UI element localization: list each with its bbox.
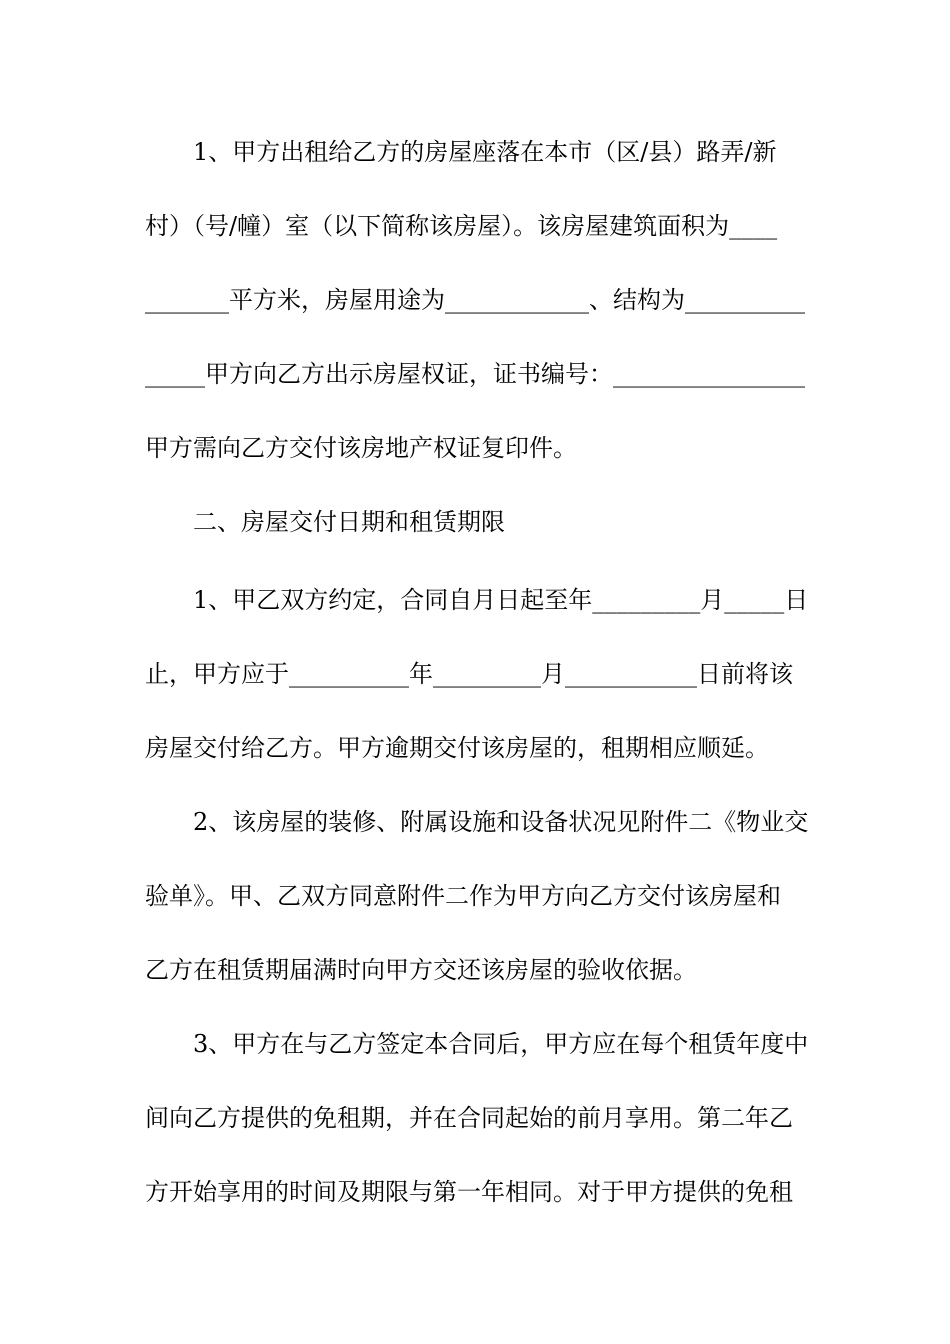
text-line: 验单》。甲、乙双方同意附件二作为甲方向乙方交付该房屋和	[145, 882, 781, 910]
text-line: 方开始享用的时间及期限与第一年相同。对于甲方提供的免租	[145, 1178, 793, 1206]
text-line: 1、甲方出租给乙方的房屋座落在本市（区/县）路弄/新	[193, 138, 777, 166]
text-line: 止，甲方应于__________年_________月___________日前将该	[145, 660, 793, 688]
section-heading: 二、房屋交付日期和租赁期限	[193, 508, 505, 536]
text-line: 2、该房屋的装修、附属设施和设备状况见附件二《物业交	[193, 808, 809, 836]
text-line: 1、甲乙双方约定，合同自月日起至年_________月_____日	[193, 586, 809, 614]
text-line: 间向乙方提供的免租期，并在合同起始的前月享用。第二年乙	[145, 1104, 793, 1132]
text-line: 乙方在租赁期届满时向甲方交还该房屋的验收依据。	[145, 956, 697, 984]
text-line: _______平方米，房屋用途为____________、结构为__________	[145, 286, 805, 314]
text-line: 甲方需向乙方交付该房地产权证复印件。	[145, 434, 577, 462]
text-line: _____甲方向乙方出示房屋权证，证书编号：________________	[145, 360, 805, 388]
text-line: 村）（号/幢）室（以下简称该房屋）。该房屋建筑面积为____	[145, 212, 778, 240]
text-line: 3、甲方在与乙方签定本合同后，甲方应在每个租赁年度中	[193, 1030, 809, 1058]
text-line: 房屋交付给乙方。甲方逾期交付该房屋的，租期相应顺延。	[145, 734, 769, 762]
